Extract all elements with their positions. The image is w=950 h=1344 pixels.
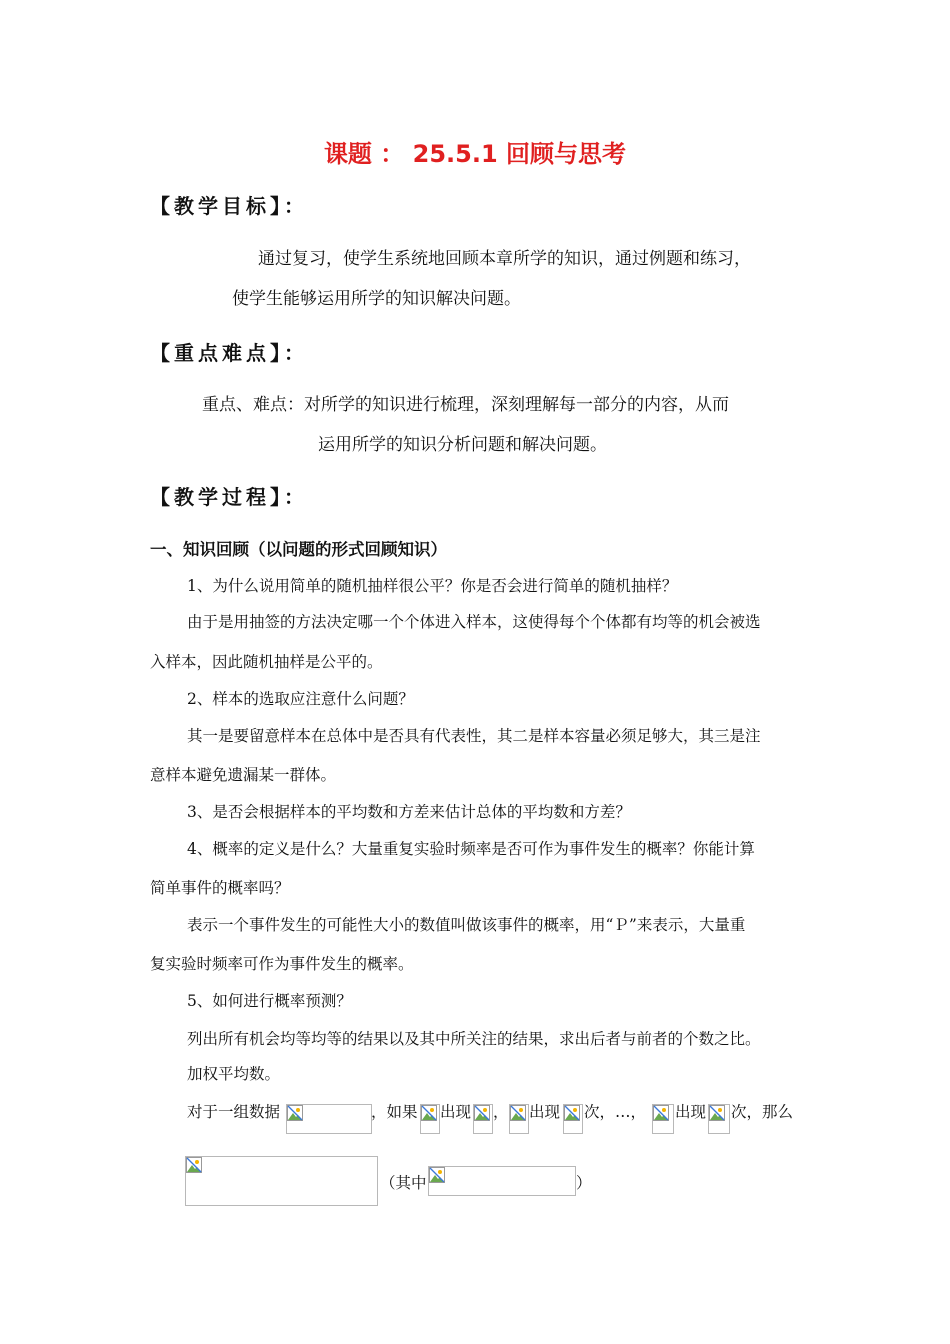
objectives-line-2: 使学生能够运用所学的知识解决问题。	[232, 289, 521, 309]
objectives-line-1: 通过复习，使学生系统地回顾本章所学的知识，通过例题和练习，	[258, 249, 751, 269]
formula-image-x1	[420, 1104, 440, 1134]
answer-2-line-2: 意样本避免遗漏某一群体。	[150, 766, 337, 784]
broken-image-icon	[186, 1157, 202, 1173]
page-title: 课题 ： 25.5.1 回顾与思考	[323, 140, 627, 168]
question-4-line-2: 简单事件的概率吗？	[150, 879, 290, 897]
broken-image-icon	[474, 1105, 490, 1121]
formula-image-weighted-mean	[185, 1156, 378, 1206]
broken-image-icon	[653, 1105, 669, 1121]
formula-text-4: ，	[493, 1103, 509, 1121]
formula-text-3: 出现	[440, 1103, 472, 1121]
formula-image-sum-f	[428, 1166, 576, 1196]
broken-image-icon	[510, 1105, 526, 1121]
formula-line2-close: ）	[576, 1174, 592, 1192]
formula-text-2: ，如果	[371, 1103, 418, 1121]
formula-image-f1	[473, 1104, 493, 1134]
formula-text-5: 出现	[529, 1103, 561, 1121]
question-3: 3、是否会根据样本的平均数和方差来估计总体的平均数和方差？	[187, 803, 631, 821]
formula-image-data-set	[286, 1104, 372, 1134]
formula-text-7: 出现	[675, 1103, 707, 1121]
formula-text-6: 次，…，	[584, 1103, 647, 1121]
weighted-mean-label: 加权平均数。	[187, 1065, 281, 1083]
process-heading: 【教学过程】：	[150, 485, 308, 509]
formula-text-8: 次，那么	[731, 1103, 794, 1121]
answer-1-line-2: 入样本，因此随机抽样是公平的。	[150, 653, 383, 671]
question-4-line-1: 4、概率的定义是什么？大量重复实验时频率是否可作为事件发生的概率？你能计算	[187, 840, 755, 858]
objectives-heading: 【教学目标】：	[150, 194, 308, 218]
formula-text-1: 对于一组数据	[187, 1103, 281, 1121]
key-points-line-2: 运用所学的知识分析问题和解决问题。	[318, 435, 607, 455]
formula-image-f2	[563, 1104, 583, 1134]
key-points-heading: 【重点难点】：	[150, 341, 308, 365]
broken-image-icon	[421, 1105, 437, 1121]
broken-image-icon	[564, 1105, 580, 1121]
answer-1-line-1: 由于是用抽签的方法决定哪一个个体进入样本，这使得每个个体都有均等的机会被选	[187, 613, 761, 631]
formula-image-fk	[708, 1104, 730, 1134]
broken-image-icon	[287, 1105, 303, 1121]
answer-5: 列出所有机会均等均等的结果以及其中所关注的结果，求出后者与前者的个数之比。	[187, 1030, 761, 1048]
key-points-line-1: 重点、难点：对所学的知识进行梳理，深刻理解每一部分的内容，从而	[202, 395, 729, 415]
answer-4-line-1: 表示一个事件发生的可能性大小的数值叫做该事件的概率，用“Ｐ”来表示，大量重	[187, 916, 746, 934]
formula-image-xk	[652, 1104, 674, 1134]
broken-image-icon	[429, 1167, 445, 1183]
broken-image-icon	[709, 1105, 725, 1121]
formula-line2-open: （其中	[380, 1174, 427, 1192]
answer-2-line-1: 其一是要留意样本在总体中是否具有代表性，其二是样本容量必须足够大，其三是注	[187, 727, 761, 745]
formula-image-x2	[509, 1104, 529, 1134]
answer-4-line-2: 复实验时频率可作为事件发生的概率。	[150, 955, 414, 973]
question-5: 5、如何进行概率预测？	[187, 992, 352, 1010]
question-2: 2、样本的选取应注意什么问题？	[187, 690, 414, 708]
question-1: 1、为什么说用简单的随机抽样很公平？你是否会进行简单的随机抽样？	[187, 577, 678, 595]
part1-heading: 一、知识回顾（以问题的形式回顾知识）	[150, 540, 447, 559]
